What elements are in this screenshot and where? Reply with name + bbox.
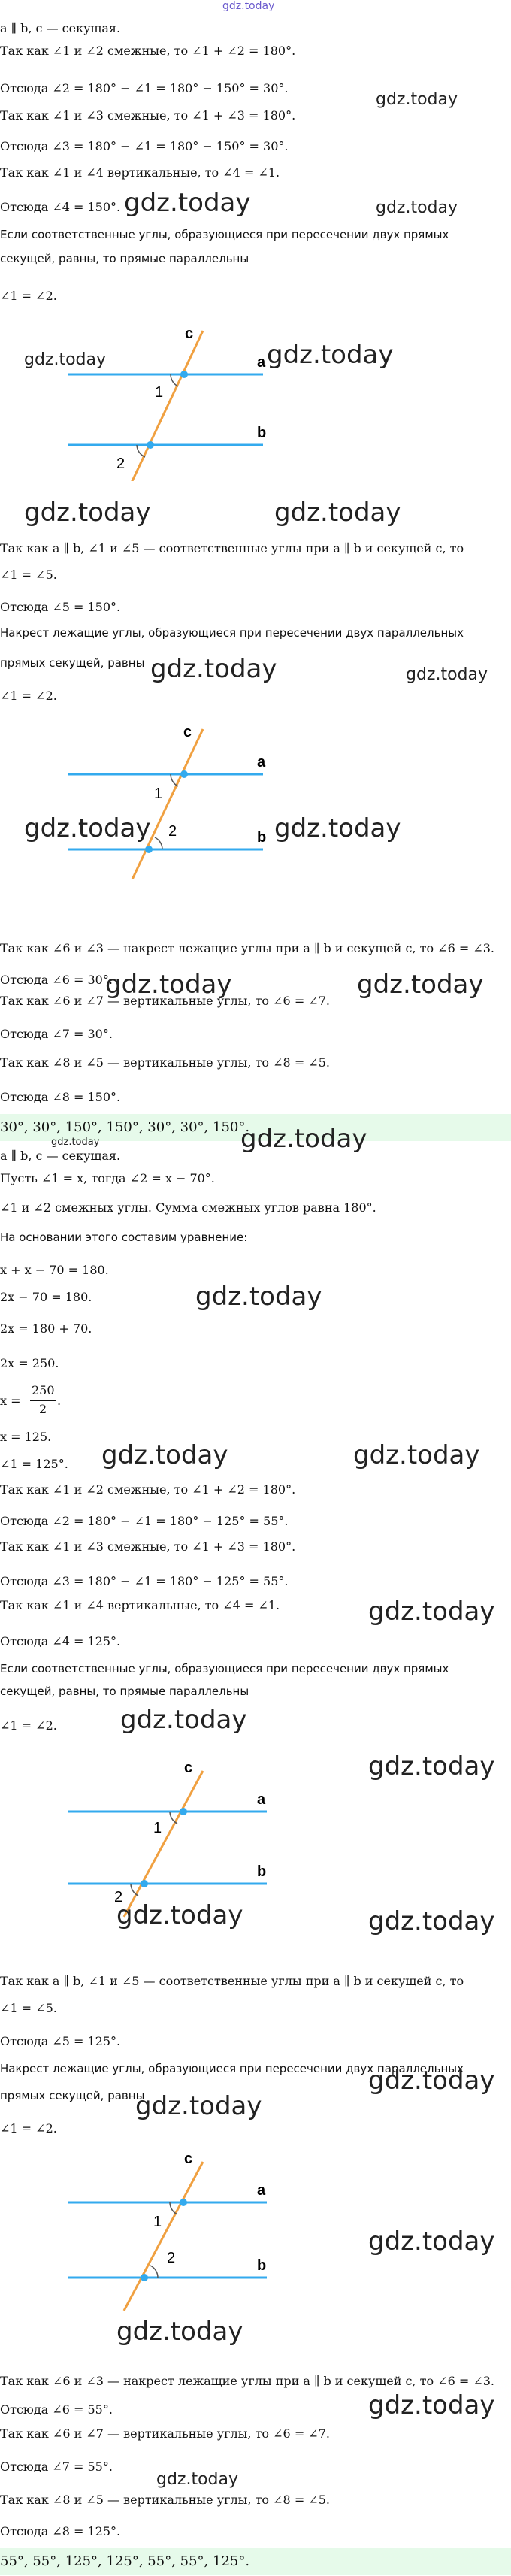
text-line: Отсюда ∠3 = 180° − ∠1 = 180° − 150° = 30°. (0, 139, 289, 153)
text-line: секущей, равны, то прямые параллельны (0, 1685, 249, 1698)
label-a: a (257, 754, 266, 770)
watermark-top: gdz.today (222, 0, 275, 12)
label-1: 1 (153, 1820, 162, 1836)
text-line: прямых секущей, равны (0, 656, 145, 670)
text-line: x + x − 70 = 180. (0, 1263, 109, 1277)
label-2: 2 (114, 1889, 123, 1906)
fraction-prefix: x = (0, 1394, 21, 1408)
fraction-numerator: 250 (32, 1383, 55, 1397)
text-line: Так как a ∥ b, ∠1 и ∠5 — соответственные углы при a ∥ b и секущей c, то (0, 1974, 464, 1988)
text-line: Так как ∠1 и ∠3 смежные, то ∠1 + ∠3 = 180°. (0, 108, 296, 123)
parallel-lines-figure (0, 2133, 511, 2314)
watermark: gdz.today (51, 1137, 100, 1148)
text-line: Так как ∠8 и ∠5 — вертикальные углы, то ∠8 = ∠5. (0, 1055, 330, 1070)
text-line: ∠1 = ∠5. (0, 2001, 57, 2015)
label-1: 1 (154, 786, 163, 802)
text-line: секущей, равны, то прямые параллельны (0, 252, 249, 265)
watermark: gdz.today (274, 813, 401, 843)
text-line: Так как ∠6 и ∠7 — вертикальные углы, то ∠6 = ∠7. (0, 2426, 330, 2441)
label-b: b (257, 1863, 267, 1880)
label-2: 2 (167, 2250, 176, 2266)
text-line: Отсюда ∠5 = 125°. (0, 2034, 121, 2048)
watermark: gdz.today (353, 1440, 480, 1470)
label-c: c (184, 2151, 193, 2167)
watermark: gdz.today (116, 2317, 243, 2347)
fraction-dot: . (57, 1394, 62, 1408)
watermark: gdz.today (368, 2066, 495, 2096)
label-a: a (257, 2182, 266, 2199)
text-line: Отсюда ∠4 = 150°. (0, 200, 121, 214)
secant-c (132, 729, 203, 879)
text-line: Отсюда ∠2 = 180° − ∠1 = 180° − 125° = 55°. (0, 1514, 289, 1528)
label-a: a (257, 1791, 266, 1808)
watermark: gdz.today (368, 1751, 495, 1781)
parallel-lines-figure (0, 1742, 511, 1923)
text-line: ∠1 и ∠2 смежных углы. Сумма смежных углов равна 180°. (0, 1200, 376, 1215)
label-b: b (257, 829, 267, 846)
answer: 55°, 55°, 125°, 125°, 55°, 55°, 125°. (0, 2553, 250, 2569)
watermark: gdz.today (368, 1597, 495, 1627)
watermark: gdz.today (105, 970, 232, 1000)
watermark: gdz.today (240, 1124, 367, 1154)
watermark: gdz.today (156, 2470, 239, 2489)
text-line: Так как ∠8 и ∠5 — вертикальные углы, то ∠8 = ∠5. (0, 2493, 330, 2507)
text-line: Отсюда ∠8 = 125°. (0, 2524, 121, 2538)
text-line: Отсюда ∠7 = 30°. (0, 1027, 113, 1041)
text-line: Накрест лежащие углы, образующиеся при пересечении двух параллельных (0, 2062, 464, 2075)
text-line: Отсюда ∠7 = 55°. (0, 2459, 113, 2474)
text-line: Отсюда ∠3 = 180° − ∠1 = 180° − 125° = 55°. (0, 1574, 289, 1588)
text-line: 2x − 70 = 180. (0, 1290, 92, 1304)
text-line: На основании этого составим уравнение: (0, 1230, 248, 1244)
watermark: gdz.today (368, 1906, 495, 1936)
text-line: ∠1 = ∠2. (0, 1718, 57, 1733)
secant-c (124, 2162, 203, 2311)
watermark: gdz.today (368, 2390, 495, 2420)
text-line: Так как ∠1 и ∠4 вертикальные, то ∠4 = ∠1. (0, 165, 280, 180)
label-2: 2 (116, 456, 125, 472)
text-line: Так как ∠1 и ∠4 вертикальные, то ∠4 = ∠1. (0, 1598, 280, 1612)
text-line: Так как ∠1 и ∠2 смежные, то ∠1 + ∠2 = 180°. (0, 1482, 296, 1497)
text-line: Если соответственные углы, образующиеся при пересечении двух прямых (0, 1662, 449, 1675)
watermark: gdz.today (368, 2226, 495, 2257)
parallel-lines-figure (0, 714, 511, 879)
text-line: прямых секущей, равны (0, 2089, 145, 2102)
text-line: Отсюда ∠6 = 55°. (0, 2402, 113, 2417)
parallel-lines-figure (0, 316, 511, 481)
text-line: Отсюда ∠8 = 150°. (0, 1090, 121, 1104)
text-line: a ∥ b, c — секущая. (0, 1149, 121, 1163)
watermark: gdz.today (24, 350, 107, 369)
text-line: Накрест лежащие углы, образующиеся при пересечении двух параллельных (0, 626, 464, 640)
answer: 30°, 30°, 150°, 150°, 30°, 30°, 150°. (0, 1119, 250, 1135)
label-b: b (257, 425, 267, 441)
watermark: gdz.today (376, 90, 458, 109)
label-2: 2 (168, 823, 177, 840)
watermark: gdz.today (150, 654, 277, 684)
secant-c (132, 331, 203, 481)
label-c: c (184, 1760, 193, 1776)
text-line: Отсюда ∠5 = 150°. (0, 600, 121, 614)
text-line: Пусть ∠1 = x, тогда ∠2 = x − 70°. (0, 1171, 215, 1185)
text-line: x = 125. (0, 1430, 52, 1444)
watermark: gdz.today (116, 1900, 243, 1930)
text-line: Отсюда ∠6 = 30°. (0, 973, 113, 987)
watermark: gdz.today (357, 970, 484, 1000)
fraction-denominator: 2 (39, 1402, 47, 1416)
watermark: gdz.today (376, 198, 458, 217)
text-line: Так как ∠1 и ∠2 смежные, то ∠1 + ∠2 = 180°. (0, 44, 296, 58)
text-line: Так как ∠6 и ∠3 — накрест лежащие углы при a ∥ b и секущей c, то ∠6 = ∠3. (0, 941, 494, 955)
watermark: gdz.today (101, 1440, 228, 1470)
text-line: ∠1 = ∠5. (0, 568, 57, 582)
watermark: gdz.today (24, 498, 151, 528)
text-line: 2x = 250. (0, 1356, 59, 1370)
text-line: a ∥ b, c — секущая. (0, 21, 121, 35)
label-a: a (257, 354, 266, 371)
text-line: Так как ∠6 и ∠7 — вертикальные углы, то ∠6 = ∠7. (0, 994, 330, 1008)
text-line: Так как a ∥ b, ∠1 и ∠5 — соответственные углы при a ∥ b и секущей c, то (0, 541, 464, 555)
text-line: Так как ∠6 и ∠3 — накрест лежащие углы при a ∥ b и секущей c, то ∠6 = ∠3. (0, 2374, 494, 2388)
fraction-bar (30, 1400, 56, 1401)
text-line: ∠1 = ∠2. (0, 689, 57, 703)
text-line: Так как ∠1 и ∠3 смежные, то ∠1 + ∠3 = 180°. (0, 1539, 296, 1554)
label-c: c (185, 325, 194, 342)
label-b: b (257, 2257, 267, 2274)
text-line: ∠1 = ∠2. (0, 2121, 57, 2136)
watermark: gdz.today (120, 1705, 247, 1735)
watermark: gdz.today (267, 340, 394, 370)
label-1: 1 (155, 384, 164, 401)
text-line: Отсюда ∠2 = 180° − ∠1 = 180° − 150° = 30°. (0, 81, 289, 95)
watermark: gdz.today (124, 188, 251, 218)
text-line: Если соответственные углы, образующиеся при пересечении двух прямых (0, 228, 449, 241)
text-line: ∠1 = ∠2. (0, 289, 57, 303)
watermark: gdz.today (24, 813, 151, 843)
text-line: 2x = 180 + 70. (0, 1321, 92, 1336)
label-c: c (183, 724, 192, 740)
label-1: 1 (153, 2214, 162, 2230)
text-line: ∠1 = 125°. (0, 1457, 68, 1471)
watermark: gdz.today (406, 665, 488, 684)
text-line: Отсюда ∠4 = 125°. (0, 1634, 121, 1648)
watermark: gdz.today (195, 1282, 322, 1312)
watermark: gdz.today (274, 498, 401, 528)
watermark: gdz.today (135, 2091, 262, 2121)
